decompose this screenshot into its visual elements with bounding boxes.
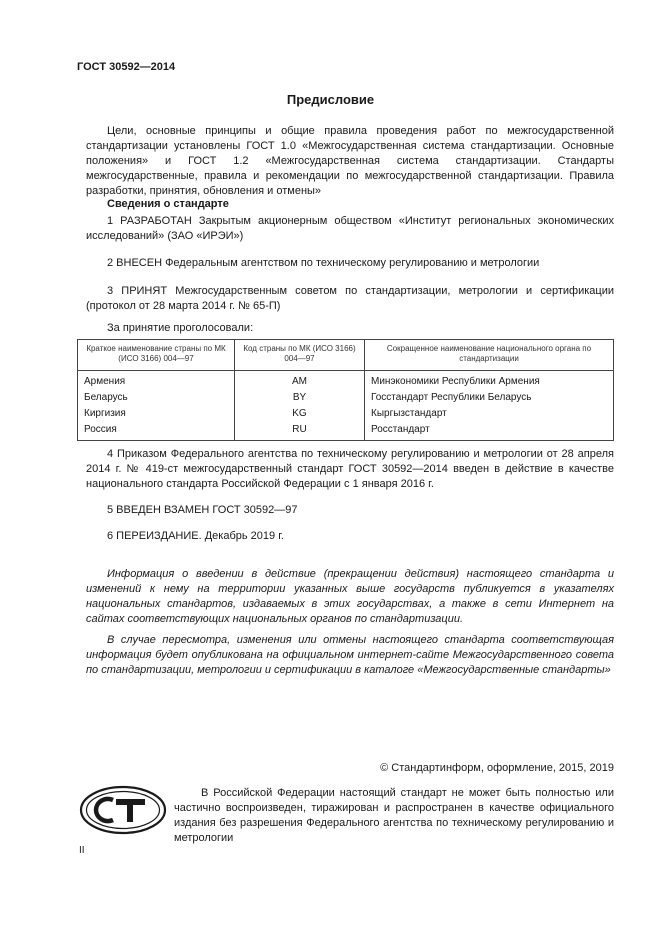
item-replaced: 5 ВВЕДЕН ВЗАМЕН ГОСТ 30592—97 [107, 504, 298, 516]
item-developed: 1 РАЗРАБОТАН Закрытым акционерным обществом «Институт региональных экономических исследований» (ЗАО «ИРЭИ») [86, 215, 614, 242]
page-title: Предисловие [286, 92, 375, 107]
table-cell-country: Россия [78, 422, 235, 441]
table-cell-body: Росстандарт [365, 422, 614, 441]
table-cell-code: BY [235, 390, 365, 406]
item-adopted: 3 ПРИНЯТ Межгосударственным советом по стандартизации, метрологии и сертификации (протокол от 28 марта 2014 г. № 65-П) [86, 285, 614, 312]
intro-paragraph: Цели, основные принципы и общие правила проведения работ по межгосударственной стандартизации установлены ГОСТ 1.0 «Межгосударственная система стандартизации. Основные положения» и ГОСТ 1.2 «Межгосударственная система стандартизации. Стандарты межгосударственные, правила и рекомендации по межгосударственной стандартизации. Правила разработки, принятия, обновления и отмены» [86, 125, 614, 197]
table-header-body: Сокращенное наименование национального органа по стандартизации [365, 340, 614, 371]
table-cell-body: Госстандарт Республики Беларусь [365, 390, 614, 406]
table-header-country: Краткое наименование страны по МК (ИСО 3166) 004—97 [78, 340, 235, 371]
table-cell-code: RU [235, 422, 365, 441]
page-number: II [79, 845, 85, 856]
table-row [78, 390, 614, 406]
info-paragraph: Информация о введении в действие (прекращении действия) настоящего стандарта и изменений к нему на территории указанных выше государств публикуется в указателях национальных стандартов, издаваемых в этих государствах, а также в сети Интернет на сайтах соответствующих национальных органов по стандартизации. [86, 568, 614, 625]
table-row [78, 406, 614, 422]
section-heading: Сведения о стандарте [107, 198, 229, 210]
item-introduced: 2 ВНЕСЕН Федеральным агентством по техническому регулированию и метрологии [107, 257, 540, 269]
table-row [78, 422, 614, 441]
copyright-line: © Стандартинформ, оформление, 2015, 2019 [380, 762, 614, 774]
reprint-notice: В Российской Федерации настоящий стандарт не может быть полностью или частично воспроизведен, тиражирован и распространен в качестве официального издания без разрешения Федерального агентства по техническому регулированию и метрологии [174, 787, 614, 844]
table-cell-body: Кыргызстандарт [365, 406, 614, 422]
table-row [78, 371, 614, 391]
table-cell-country: Беларусь [78, 390, 235, 406]
table-cell-code: KG [235, 406, 365, 422]
item-order: 4 Приказом Федерального агентства по техническому регулированию и метрологии от 28 апреля 2014 г. № 419-ст межгосударственный стандарт ГОСТ 30592—2014 введен в действие в качестве национального стандарта Российской Федерации с 1 января 2016 г. [86, 448, 614, 490]
table-cell-code: AM [235, 371, 365, 391]
table-cell-country: Армения [78, 371, 235, 391]
table-header-row [78, 340, 614, 371]
table-header-code: Код страны по МК (ИСО 3166) 004—97 [235, 340, 365, 371]
table-cell-body: Минэкономики Республики Армения [365, 371, 614, 391]
rst-logo-icon [79, 785, 167, 835]
document-code: ГОСТ 30592—2014 [77, 61, 176, 73]
voting-table [77, 339, 614, 441]
item-reissue: 6 ПЕРЕИЗДАНИЕ. Декабрь 2019 г. [107, 530, 284, 542]
vote-label: За принятие проголосовали: [107, 322, 254, 334]
table-cell-country: Киргизия [78, 406, 235, 422]
revision-paragraph: В случае пересмотра, изменения или отмены настоящего стандарта соответствующая информация будет опубликована на официальном интернет-сайте Межгосударственного совета по стандартизации, метрологии и сертификации в каталоге «Межгосударственные стандарты» [86, 634, 614, 676]
